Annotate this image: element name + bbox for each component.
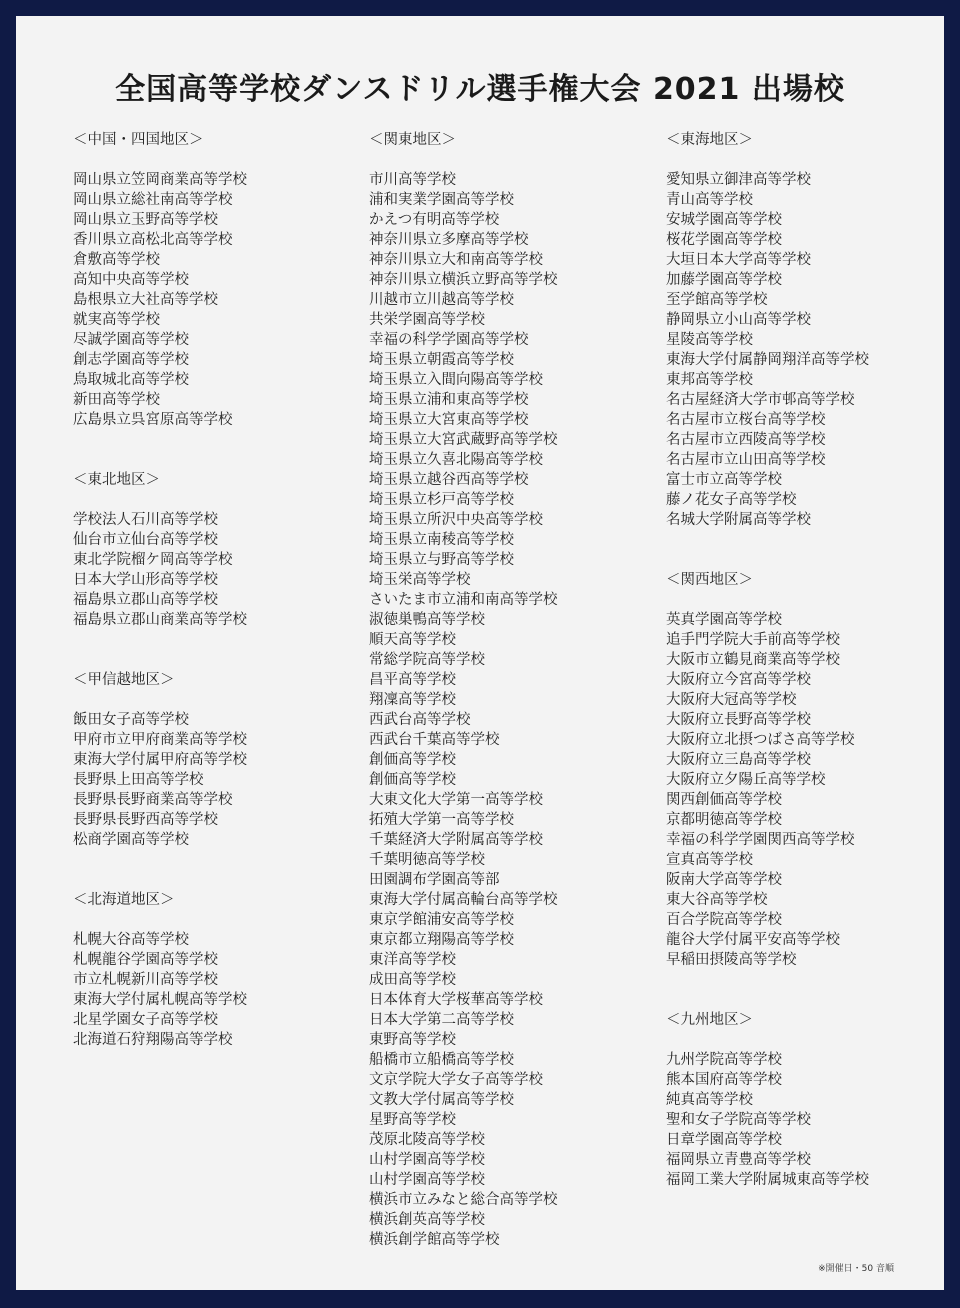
school-name: かえつ有明高等学校 [369, 212, 500, 228]
school-name: 北海道石狩翔陽高等学校 [73, 1032, 233, 1048]
school-name: 阪南大学高等学校 [666, 872, 782, 888]
region-section [73, 890, 247, 1050]
school-name: 共栄学園高等学校 [369, 312, 485, 328]
school-name: 北星学園女子高等学校 [73, 1012, 218, 1028]
school-name: 横浜市立みなと総合高等学校 [369, 1192, 558, 1208]
school-name: 大東文化大学第一高等学校 [369, 792, 543, 808]
school-name: 東海大学付属札幌高等学校 [73, 992, 247, 1008]
school-name: 岡山県立笠岡商業高等学校 [73, 172, 247, 188]
region-section [73, 670, 247, 850]
school-name: 創価高等学校 [369, 752, 456, 768]
school-name: 埼玉県立南稜高等学校 [369, 532, 514, 548]
school-name: 東海大学付属高輪台高等学校 [369, 892, 558, 908]
school-name: 埼玉県立越谷西高等学校 [369, 472, 529, 488]
school-name: 鳥取城北高等学校 [73, 372, 189, 388]
school-name: 松商学園高等学校 [73, 832, 189, 848]
school-name: 翔凜高等学校 [369, 692, 456, 708]
school-name: 広島県立呉宮原高等学校 [73, 412, 233, 428]
school-name: 常総学院高等学校 [369, 652, 485, 668]
school-name: 就実高等学校 [73, 312, 160, 328]
school-name: 大垣日本大学高等学校 [666, 252, 811, 268]
school-name: 至学館高等学校 [666, 292, 768, 308]
region-heading: ＜東海地区＞ [666, 132, 753, 148]
school-name: 甲府市立甲府商業高等学校 [73, 732, 247, 748]
school-name: 青山高等学校 [666, 192, 753, 208]
school-name: 高知中央高等学校 [73, 272, 189, 288]
school-name: 神奈川県立大和南高等学校 [369, 252, 543, 268]
school-name: 岡山県立玉野高等学校 [73, 212, 218, 228]
region-section [73, 470, 247, 630]
school-name: 浦和実業学園高等学校 [369, 192, 514, 208]
school-name: 福島県立郡山商業高等学校 [73, 612, 247, 628]
school-name: 福岡工業大学附属城東高等学校 [666, 1172, 869, 1188]
school-name: 淑徳巣鴨高等学校 [369, 612, 485, 628]
region-heading: ＜甲信越地区＞ [73, 672, 175, 688]
school-name: 九州学院高等学校 [666, 1052, 782, 1068]
school-name: 山村学園高等学校 [369, 1172, 485, 1188]
school-name: 早稲田摂陵高等学校 [666, 952, 797, 968]
region-heading: ＜関西地区＞ [666, 572, 753, 588]
school-name: 東京都立翔陽高等学校 [369, 932, 514, 948]
school-name: 札幌龍谷学園高等学校 [73, 952, 218, 968]
school-name: 岡山県立総社南高等学校 [73, 192, 233, 208]
school-name: 西武台高等学校 [369, 712, 471, 728]
school-name: 東野高等学校 [369, 1032, 456, 1048]
school-name: 札幌大谷高等学校 [73, 932, 189, 948]
school-name: 埼玉県立浦和東高等学校 [369, 392, 529, 408]
school-name: 市川高等学校 [369, 172, 456, 188]
school-name: さいたま市立浦和南高等学校 [369, 592, 558, 608]
school-name: 埼玉県立与野高等学校 [369, 552, 514, 568]
school-name: 名古屋経済大学市邨高等学校 [666, 392, 855, 408]
school-name: 大阪府立北摂つばさ高等学校 [666, 732, 855, 748]
school-name: 埼玉栄高等学校 [369, 572, 471, 588]
school-name: 横浜創英高等学校 [369, 1212, 485, 1228]
region-heading: ＜中国・四国地区＞ [73, 132, 204, 148]
region-heading: ＜東北地区＞ [73, 472, 160, 488]
school-name: 宣真高等学校 [666, 852, 753, 868]
school-name: 聖和女子学院高等学校 [666, 1112, 811, 1128]
school-name: 大阪府立今宮高等学校 [666, 672, 811, 688]
school-name: 市立札幌新川高等学校 [73, 972, 218, 988]
school-name: 昌平高等学校 [369, 672, 456, 688]
school-name: 純真高等学校 [666, 1092, 753, 1108]
school-name: 成田高等学校 [369, 972, 456, 988]
region-section [73, 130, 247, 430]
school-name: 長野県上田高等学校 [73, 772, 204, 788]
school-name: 千葉明徳高等学校 [369, 852, 485, 868]
school-name: 追手門学院大手前高等学校 [666, 632, 840, 648]
school-name: 加藤学園高等学校 [666, 272, 782, 288]
school-name: 文教大学付属高等学校 [369, 1092, 514, 1108]
region-section [666, 570, 869, 970]
school-name: 名古屋市立西陵高等学校 [666, 432, 826, 448]
school-name: 名古屋市立桜台高等学校 [666, 412, 826, 428]
school-name: 横浜創学館高等学校 [369, 1232, 500, 1248]
school-name: 島根県立大社高等学校 [73, 292, 218, 308]
school-name: 尽誠学園高等学校 [73, 332, 189, 348]
school-name: 拓殖大学第一高等学校 [369, 812, 514, 828]
school-name: 愛知県立御津高等学校 [666, 172, 811, 188]
school-name: 埼玉県立所沢中央高等学校 [369, 512, 543, 528]
school-name: 順天高等学校 [369, 632, 456, 648]
school-name: 文京学院大学女子高等学校 [369, 1072, 543, 1088]
page-frame [16, 16, 944, 1290]
school-name: 東海大学付属静岡翔洋高等学校 [666, 352, 869, 368]
school-name: 熊本国府高等学校 [666, 1072, 782, 1088]
school-name: 東邦高等学校 [666, 372, 753, 388]
school-name: 日本大学第二高等学校 [369, 1012, 514, 1028]
school-name: 日本大学山形高等学校 [73, 572, 218, 588]
school-name: 埼玉県立久喜北陽高等学校 [369, 452, 543, 468]
school-name: 埼玉県立朝霞高等学校 [369, 352, 514, 368]
column-3 [666, 130, 869, 1230]
school-name: 龍谷大学付属平安高等学校 [666, 932, 840, 948]
school-name: 創価高等学校 [369, 772, 456, 788]
sort-note: ※開催日・50 音順 [818, 1264, 894, 1274]
school-name: 幸福の科学学園関西高等学校 [666, 832, 855, 848]
school-name: 桜花学園高等学校 [666, 232, 782, 248]
school-name: 倉敷高等学校 [73, 252, 160, 268]
school-name: 福島県立郡山高等学校 [73, 592, 218, 608]
school-name: 日章学園高等学校 [666, 1132, 782, 1148]
school-name: 百合学院高等学校 [666, 912, 782, 928]
column-1 [73, 130, 247, 1090]
region-heading: ＜北海道地区＞ [73, 892, 175, 908]
school-name: 英真学園高等学校 [666, 612, 782, 628]
school-name: 創志学園高等学校 [73, 352, 189, 368]
school-name: 大阪府立夕陽丘高等学校 [666, 772, 826, 788]
school-name: 長野県長野西高等学校 [73, 812, 218, 828]
school-name: 東北学院榴ケ岡高等学校 [73, 552, 233, 568]
school-name: 大阪市立鶴見商業高等学校 [666, 652, 840, 668]
column-2 [369, 130, 558, 1290]
region-heading: ＜関東地区＞ [369, 132, 456, 148]
school-name: 学校法人石川高等学校 [73, 512, 218, 528]
school-name: 関西創価高等学校 [666, 792, 782, 808]
school-name: 東京学館浦安高等学校 [369, 912, 514, 928]
school-name: 西武台千葉高等学校 [369, 732, 500, 748]
school-name: 福岡県立青豊高等学校 [666, 1152, 811, 1168]
school-name: 大阪府大冠高等学校 [666, 692, 797, 708]
school-name: 新田高等学校 [73, 392, 160, 408]
school-name: 静岡県立小山高等学校 [666, 312, 811, 328]
school-name: 東大谷高等学校 [666, 892, 768, 908]
school-name: 東海大学付属甲府高等学校 [73, 752, 247, 768]
school-name: 幸福の科学学園高等学校 [369, 332, 529, 348]
school-name: 茂原北陵高等学校 [369, 1132, 485, 1148]
school-name: 飯田女子高等学校 [73, 712, 189, 728]
school-name: 埼玉県立入間向陽高等学校 [369, 372, 543, 388]
school-name: 名城大学附属高等学校 [666, 512, 811, 528]
school-name: 東洋高等学校 [369, 952, 456, 968]
region-section [666, 130, 869, 530]
school-name: 仙台市立仙台高等学校 [73, 532, 218, 548]
school-name: 藤ノ花女子高等学校 [666, 492, 797, 508]
school-name: 大阪府立三島高等学校 [666, 752, 811, 768]
school-name: 神奈川県立多摩高等学校 [369, 232, 529, 248]
region-section [666, 1010, 869, 1190]
school-name: 川越市立川越高等学校 [369, 292, 514, 308]
school-name: 名古屋市立山田高等学校 [666, 452, 826, 468]
school-name: 埼玉県立大宮武蔵野高等学校 [369, 432, 558, 448]
region-section [369, 130, 558, 1250]
page-title: 全国高等学校ダンスドリル選手権大会 2021 出場校 [115, 72, 845, 107]
school-name: 山村学園高等学校 [369, 1152, 485, 1168]
school-name: 長野県長野商業高等学校 [73, 792, 233, 808]
school-name: 日本体育大学桜華高等学校 [369, 992, 543, 1008]
school-name: 香川県立高松北高等学校 [73, 232, 233, 248]
school-name: 安城学園高等学校 [666, 212, 782, 228]
school-name: 千葉経済大学附属高等学校 [369, 832, 543, 848]
school-name: 埼玉県立杉戸高等学校 [369, 492, 514, 508]
school-name: 大阪府立長野高等学校 [666, 712, 811, 728]
school-name: 星野高等学校 [369, 1112, 456, 1128]
school-name: 田園調布学園高等部 [369, 872, 500, 888]
school-name: 船橋市立船橋高等学校 [369, 1052, 514, 1068]
school-name: 富士市立高等学校 [666, 472, 782, 488]
school-name: 星陵高等学校 [666, 332, 753, 348]
region-heading: ＜九州地区＞ [666, 1012, 753, 1028]
school-name: 埼玉県立大宮東高等学校 [369, 412, 529, 428]
school-name: 神奈川県立横浜立野高等学校 [369, 272, 558, 288]
school-name: 京都明徳高等学校 [666, 812, 782, 828]
